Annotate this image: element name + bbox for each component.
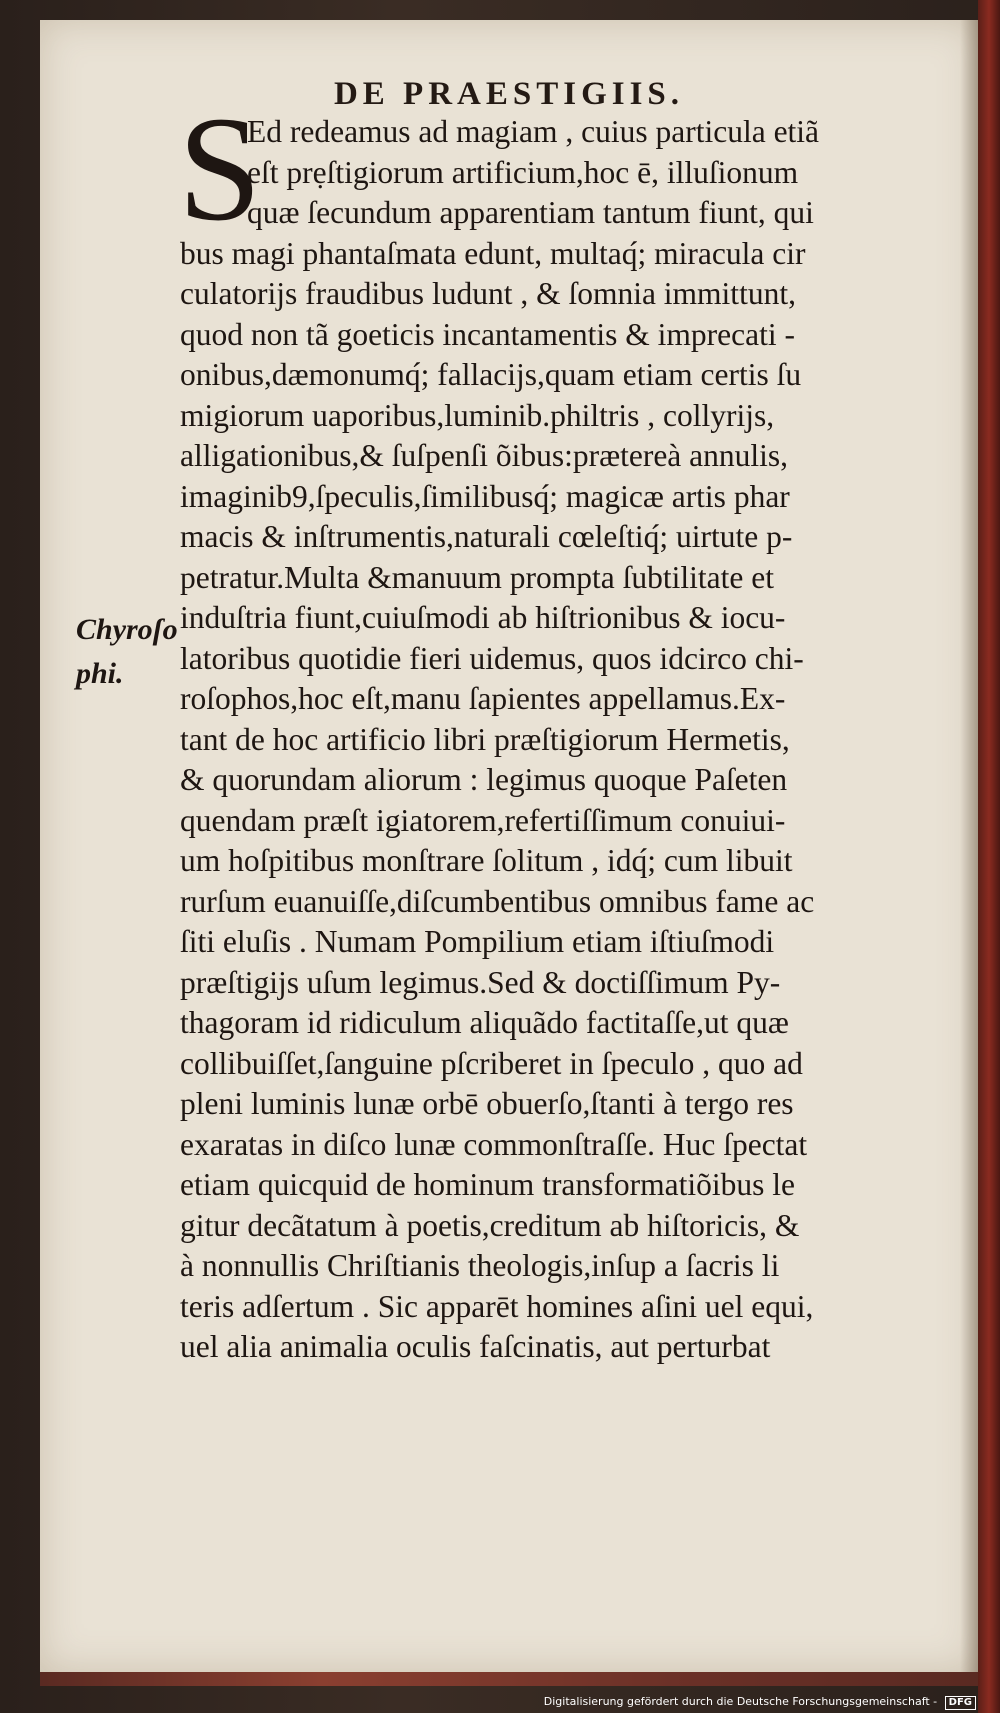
text-line: rurſum euanuiſſe,diſcumbentibus omnibus fame ac: [180, 883, 815, 919]
dropcap-initial: S: [178, 86, 262, 252]
text-line: à nonnullis Chriſtianis theologis,inſup a ſacris li: [180, 1248, 780, 1283]
text-line: alligationibus,& ſuſpenſi õibus:prætereà annulis,: [180, 438, 789, 473]
text-line: tant de hoc artificio libri præſtigiorum Hermetis,: [180, 721, 790, 757]
page-shadow-edge: [960, 20, 978, 1672]
text-line: eſt prẹſtigiorum artificium,hoc ē, illuſionum: [247, 154, 799, 190]
text-line: macis & inſtrumentis,naturali cœleſtiq́; uirtute p-: [180, 519, 793, 554]
text-line: culatorijs fraudibus ludunt , & ſomnia immittunt,: [180, 276, 796, 311]
dfg-logo: DFG: [945, 1696, 976, 1710]
text-line: pleni luminis lunæ orbē obuerſo,ſtanti à tergo res: [180, 1086, 794, 1121]
text-line: quendam præſt igiatorem,refertiſſimum conuiui-: [180, 802, 786, 838]
text-line: ſiti eluſis . Numam Pompilium etiam iſtiuſmodi: [180, 924, 775, 959]
text-line: uel alia animalia oculis faſcinatis, aut perturbat: [180, 1329, 771, 1364]
running-head: DE PRAESTIGIIS.: [333, 76, 685, 112]
text-line: etiam quicquid de hominum transformatiõibus le: [180, 1167, 796, 1202]
text-line: collibuiſſet,ſanguine pſcriberet in ſpeculo , quo ad: [180, 1045, 803, 1081]
text-line: roſophos,hoc eſt,manu ſapientes appellamus.Ex-: [180, 681, 786, 716]
text-line: Ed redeamus ad magiam , cuius particula etiã: [247, 114, 820, 149]
text-line: migiorum uaporibus,luminib.philtris , collyrijs,: [180, 397, 775, 433]
text-line: præſtigijs uſum legimus.Sed & doctiſſimum Py-: [180, 964, 781, 1000]
digitization-credit: [544, 1695, 976, 1710]
text-line: bus magi phantaſmata edunt, multaq́; miracula cir: [180, 235, 806, 271]
marginal-note: Chyroſo phi.: [76, 613, 178, 690]
text-line: latoribus quotidie fieri uidemus, quos idcirco chi-: [180, 640, 804, 676]
text-line: thagoram id ridiculum aliquãdo factitaſſe,ut quæ: [180, 1005, 789, 1040]
text-line: onibus,dæmonumq́; fallacijs,quam etiam certis ſu: [180, 357, 802, 392]
text-line: exaratas in diſco lunæ commonſtraſſe. Huc ſpectat: [180, 1126, 808, 1162]
text-line: quod non tã goeticis incantamentis & imprecati -: [180, 316, 795, 352]
book-spine-edge: [978, 0, 1000, 1713]
text-line: petratur.Multa &manuum prompta ſubtilitate et: [180, 559, 774, 595]
text-line: gitur decãtatum à poetis,creditum ab hiſtoricis, &: [180, 1207, 800, 1243]
credit-text: Digitalisierung gefördert durch die Deutsche Forschungsgemeinschaft -: [543, 1695, 938, 1708]
page-bottom-edge: [40, 1672, 978, 1686]
text-line: imaginib9,ſpeculis,ſimilibusq́; magicæ artis phar: [180, 478, 790, 514]
text-line: & quorundam aliorum : legimus quoque Paſeten: [180, 762, 788, 797]
text-line: induſtria fiunt,cuiuſmodi ab hiſtrionibus & iocu-: [180, 600, 786, 635]
text-line: um hoſpitibus monſtrare ſolitum , idq́; cum libuit: [180, 843, 793, 878]
text-line: quæ ſecundum apparentiam tantum fiunt, qui: [247, 195, 814, 230]
text-line: teris adſertum . Sic apparēt homines aſini uel equi,: [180, 1288, 814, 1324]
